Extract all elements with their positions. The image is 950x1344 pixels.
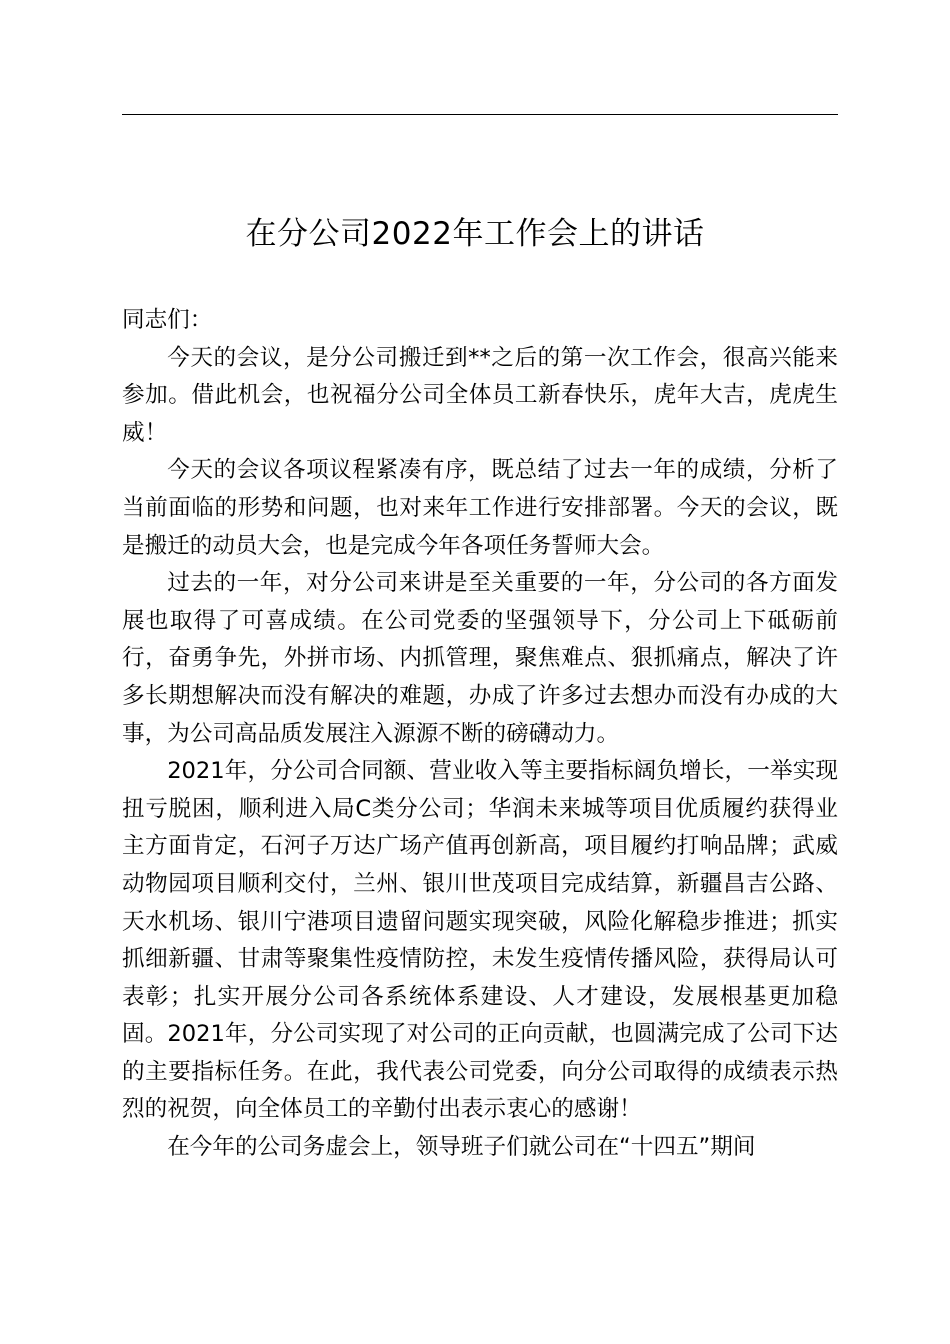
- header-rule: [122, 114, 838, 115]
- paragraph: 今天的会议各项议程紧凑有序，既总结了过去一年的成绩，分析了当前面临的形势和问题，也对来年工作进行安排部署。今天的会议，既是搬迁的动员大会，也是完成今年各项任务誓师大会。: [122, 457, 838, 559]
- document-title: 在分公司2022年工作会上的讲话: [245, 216, 705, 252]
- salutation: 同志们：: [122, 307, 213, 333]
- paragraph: 过去的一年，对分公司来讲是至关重要的一年，分公司的各方面发展也取得了可喜成绩。在公司党委的坚强领导下，分公司上下砥砺前行，奋勇争先，外拼市场、内抓管理，聚焦难点、狠抓痛点，解决了许多长期想解决而没有解决的难题，办成了许多过去想办而没有办成的大事，为公司高品质发展注入源源不断的磅礴动力。: [122, 570, 838, 747]
- paragraph: 今天的会议，是分公司搬迁到**之后的第一次工作会，很高兴能来参加。借此机会，也祝福分公司全体员工新春快乐，虎年大吉，虎虎生威！: [122, 344, 838, 446]
- paragraph: 2021年，分公司合同额、营业收入等主要指标阔负增长，一举实现扭亏脱困，顺利进入局C类分公司；华润未来城等项目优质履约获得业主方面肯定，石河子万达广场产值再创新高，项目履约打响品牌；武威动物园项目顺利交付，兰州、银川世茂项目完成结算，新疆昌吉公路、天水机场、银川宁港项目遗留问题实现突破，风险化解稳步推进；抓实抓细新疆、甘肃等聚集性疫情防控，未发生疫情传播风险，获得局认可表彰；扎实开展分公司各系统体系建设、人才建设，发展根基更加稳固。2021年，分公司实现了对公司的正向贡献，也圆满完成了公司下达的主要指标任务。在此，我代表公司党委，向分公司取得的成绩表示热烈的祝贺，向全体员工的辛勤付出表示衷心的感谢！: [122, 758, 838, 1123]
- document-body: [122, 302, 838, 1167]
- paragraph: 在今年的公司务虚会上，领导班子们就公司在“十四五”期间: [167, 1134, 756, 1161]
